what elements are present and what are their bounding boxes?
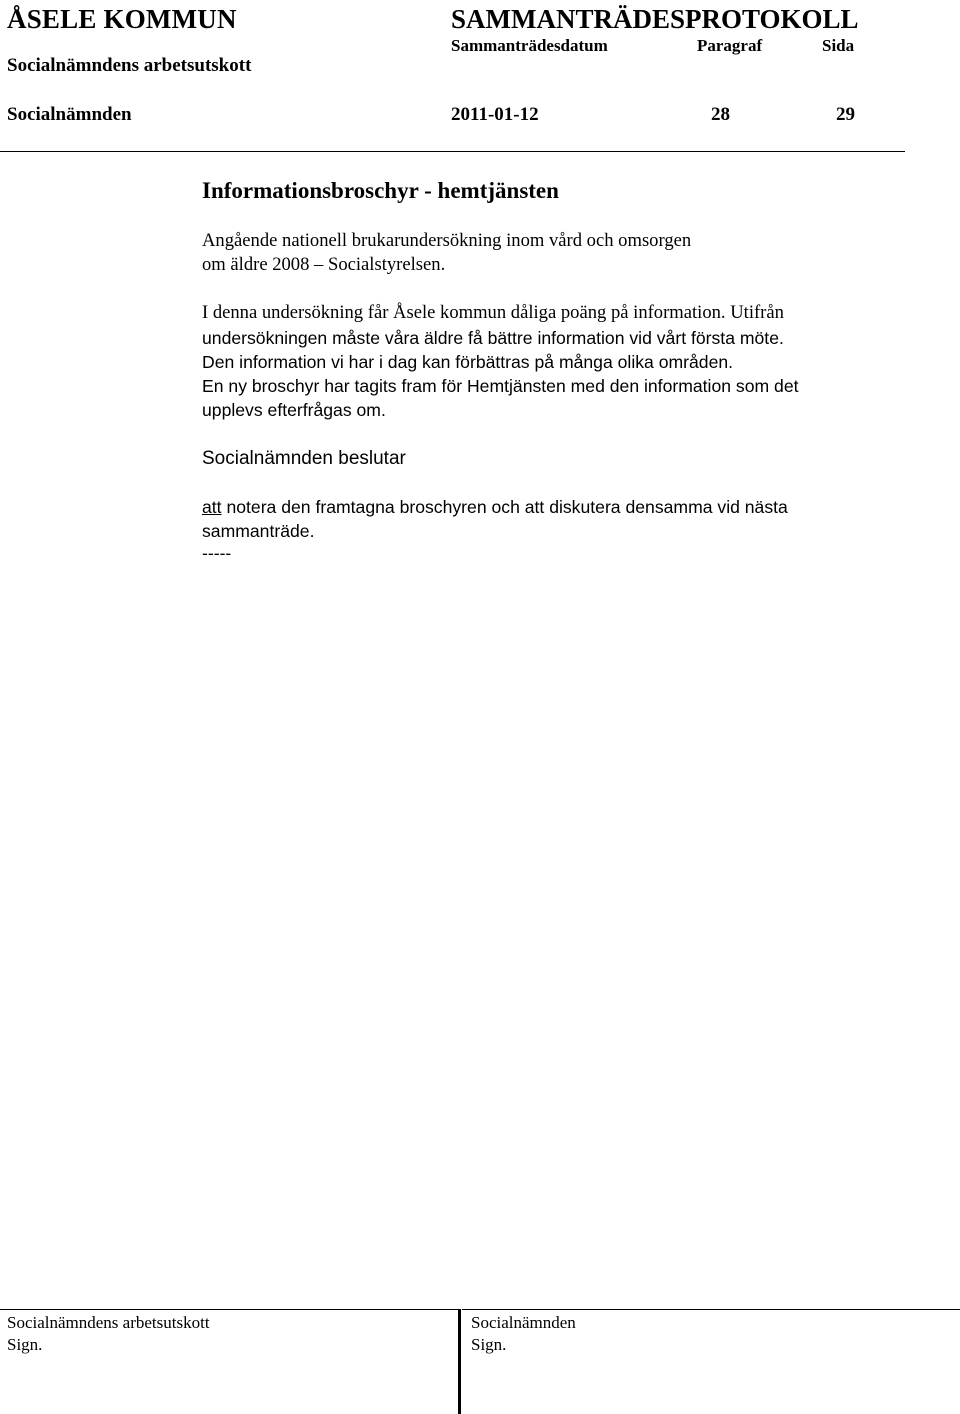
body-line-3: Den information vi har i dag kan förbättras på många olika områden. <box>202 352 734 372</box>
body-line-2: undersökningen måste våra äldre få bättre information vid vårt första möte. <box>202 328 784 348</box>
date-label: Sammanträdesdatum <box>451 36 608 55</box>
meeting-date: 2011-01-12 <box>451 104 539 125</box>
body-line-5: upplevs efterfrågas om. <box>202 400 386 420</box>
page-label: Sida <box>822 36 855 55</box>
footer-rule-right <box>462 1309 960 1310</box>
paragraph-label: Paragraf <box>697 36 763 55</box>
footer-left-label: Socialnämndens arbetsutskott <box>7 1313 210 1332</box>
document-type: SAMMANTRÄDESPROTOKOLL <box>451 4 859 34</box>
footer-right-label: Socialnämnden <box>471 1313 576 1332</box>
intro-line-1: Angående nationell brukarundersökning inom vård och omsorgen <box>202 230 692 251</box>
footer-left-sign: Sign. <box>7 1335 43 1354</box>
footer-right-sign: Sign. <box>471 1335 507 1354</box>
committee-primary: Socialnämndens arbetsutskott <box>7 55 252 76</box>
footer-rule-left <box>0 1309 458 1310</box>
end-marker: ----- <box>202 543 232 563</box>
decision-text <box>202 495 788 543</box>
organization-name: ÅSELE KOMMUN <box>7 4 237 34</box>
paragraph-number: 28 <box>711 104 730 125</box>
body-line-4: En ny broschyr har tagits fram för Hemtjänsten med den information som det <box>202 376 799 396</box>
body-line-1: I denna undersökning får Åsele kommun dåliga poäng på information. Utifrån <box>202 302 784 323</box>
section-title: Informationsbroschyr - hemtjänsten <box>202 178 559 203</box>
decision-line-2: sammanträde. <box>202 521 315 541</box>
decision-lead-word: att <box>202 497 222 517</box>
header-divider <box>0 151 905 152</box>
footer-divider <box>458 1309 461 1414</box>
decision-line-1: notera den framtagna broschyren och att diskutera densamma vid nästa <box>221 497 788 517</box>
page-number: 29 <box>836 104 855 125</box>
intro-line-2: om äldre 2008 – Socialstyrelsen. <box>202 254 446 275</box>
committee-secondary: Socialnämnden <box>7 104 132 125</box>
decision-heading: Socialnämnden beslutar <box>202 448 406 469</box>
